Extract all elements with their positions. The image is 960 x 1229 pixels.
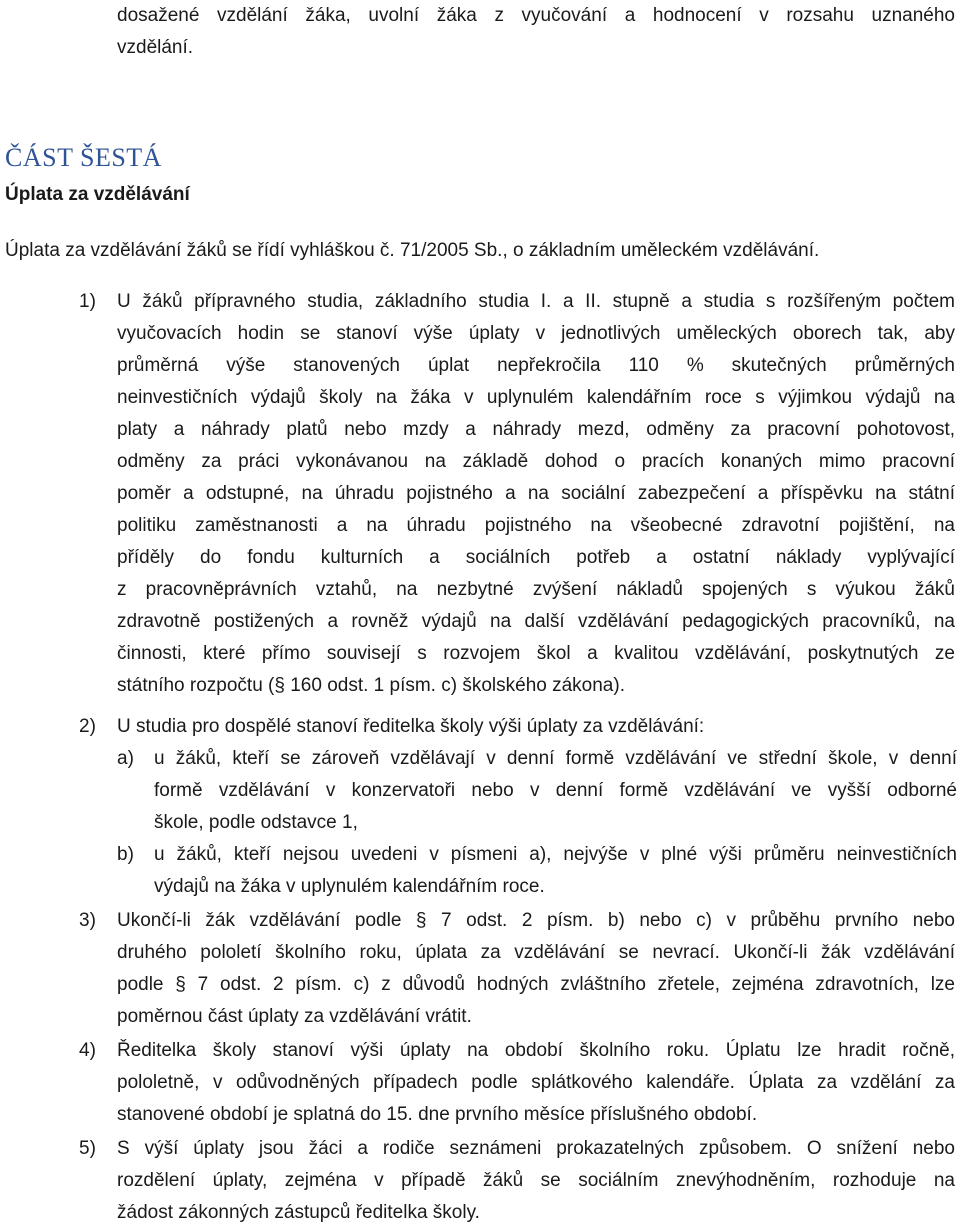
list-item-number: 4) <box>79 1040 96 1061</box>
text-line: poměrnou část úplaty za vzdělávání vrátit. <box>117 1006 472 1027</box>
section-title: Úplata za vzdělávání <box>5 184 190 205</box>
text-line: pololetně, v odůvodněných případech podle splátkového kalendáře. Úplata za vzdělání za <box>117 1072 955 1093</box>
text-line: Ředitelka školy stanoví výši úplaty na období školního roku. Úplatu lze hradit ročně, <box>117 1040 955 1061</box>
text-line: U studia pro dospělé stanoví ředitelka školy výši úplaty za vzdělávání: <box>117 716 705 737</box>
sub-item-text <box>154 839 957 903</box>
text-line: Ukončí-li žák vzdělávání podle § 7 odst. 2 písm. b) nebo c) v průběhu prvního nebo <box>117 910 955 931</box>
intro-line: vzdělání. <box>117 37 194 58</box>
text-line: odměny za práci vykonávanou na základě dohod o pracích konaných mimo pracovní <box>117 451 955 472</box>
text-line: U žáků přípravného studia, základního studia I. a II. stupně a studia s rozšířeným počtem <box>117 291 955 312</box>
list-item-number: 2) <box>79 716 96 737</box>
text-line: podle § 7 odst. 2 písm. c) z důvodů hodných zvláštního zřetele, zejména zdravotních, lze <box>117 974 955 995</box>
list-item-number: 5) <box>79 1138 96 1159</box>
text-line: činnosti, které přímo souvisejí s rozvojem škol a kvalitou vzdělávání, poskytnutých ze <box>117 643 955 664</box>
sub-item-letter: a) <box>117 748 134 769</box>
lead-paragraph: Úplata za vzdělávání žáků se řídí vyhláškou č. 71/2005 Sb., o základním uměleckém vzdělávání. <box>5 240 820 261</box>
text-line: státního rozpočtu (§ 160 odst. 1 písm. c) školského zákona). <box>117 675 625 696</box>
text-line: vyučovacích hodin se stanoví výše úplaty v jednotlivých uměleckých oborech tak, aby <box>117 323 955 344</box>
text-line: rozdělení úplaty, zejména v případě žáků se sociálním znevýhodněním, rozhoduje na <box>117 1170 955 1191</box>
text-line: formě vzdělávání v konzervatoři nebo v denní formě vzdělávání ve vyšší odborné <box>154 780 957 801</box>
text-line: politiku zaměstnanosti a na úhradu pojistného na všeobecné zdravotní pojištění, na <box>117 515 955 536</box>
list-item-text <box>117 286 955 702</box>
text-line: škole, podle odstavce 1, <box>154 812 358 833</box>
text-line: z pracovněprávních vztahů, na nezbytné zvýšení nákladů spojených s výukou žáků <box>117 579 955 600</box>
text-line: druhého pololetí školního roku, úplata za vzdělávání se nevrací. Ukončí-li žák vzdělávání <box>117 942 955 963</box>
intro-paragraph <box>117 0 955 64</box>
text-line: neinvestičních výdajů školy na žáka v uplynulém kalendářním roce s výjimkou výdajů na <box>117 387 955 408</box>
list-item-number: 3) <box>79 910 96 931</box>
intro-line: dosažené vzdělání žáka, uvolní žáka z vyučování a hodnocení v rozsahu uznaného <box>117 5 955 26</box>
text-line: příděly do fondu kulturních a sociálních potřeb a ostatní náklady vyplývající <box>117 547 955 568</box>
text-line: výdajů na žáka v uplynulém kalendářním roce. <box>154 876 545 897</box>
list-item-text <box>117 711 955 743</box>
text-line: platy a náhrady platů nebo mzdy a náhrady mezd, odměny za pracovní pohotovost, <box>117 419 955 440</box>
text-line: stanovené období je splatná do 15. dne prvního měsíce příslušného období. <box>117 1104 758 1125</box>
list-item-number: 1) <box>79 291 96 312</box>
text-line: u žáků, kteří se zároveň vzdělávají v denní formě vzdělávání ve střední škole, v denní <box>154 748 957 769</box>
sub-item-letter: b) <box>117 844 134 865</box>
list-item-text <box>117 1035 955 1131</box>
text-line: poměr a odstupné, na úhradu pojistného a na sociální zabezpečení a příspěvku na státní <box>117 483 955 504</box>
list-item-text <box>117 905 955 1033</box>
sub-item-text <box>154 743 957 839</box>
text-line: zdravotně postižených a rovněž výdajů na další vzdělávání pedagogických pracovníků, na <box>117 611 955 632</box>
text-line: S výší úplaty jsou žáci a rodiče seznámeni prokazatelných způsobem. O snížení nebo <box>117 1138 955 1159</box>
text-line: žádost zákonných zástupců ředitelka školy. <box>117 1202 480 1223</box>
text-line: průměrná výše stanovených úplat nepřekročila 110 % skutečných průměrných <box>117 355 955 376</box>
text-line: u žáků, kteří nejsou uvedeni v písmeni a), nejvýše v plné výši průměru neinvestičních <box>154 844 957 865</box>
list-item-text <box>117 1133 955 1229</box>
part-heading: ČÁST ŠESTÁ <box>5 143 162 172</box>
